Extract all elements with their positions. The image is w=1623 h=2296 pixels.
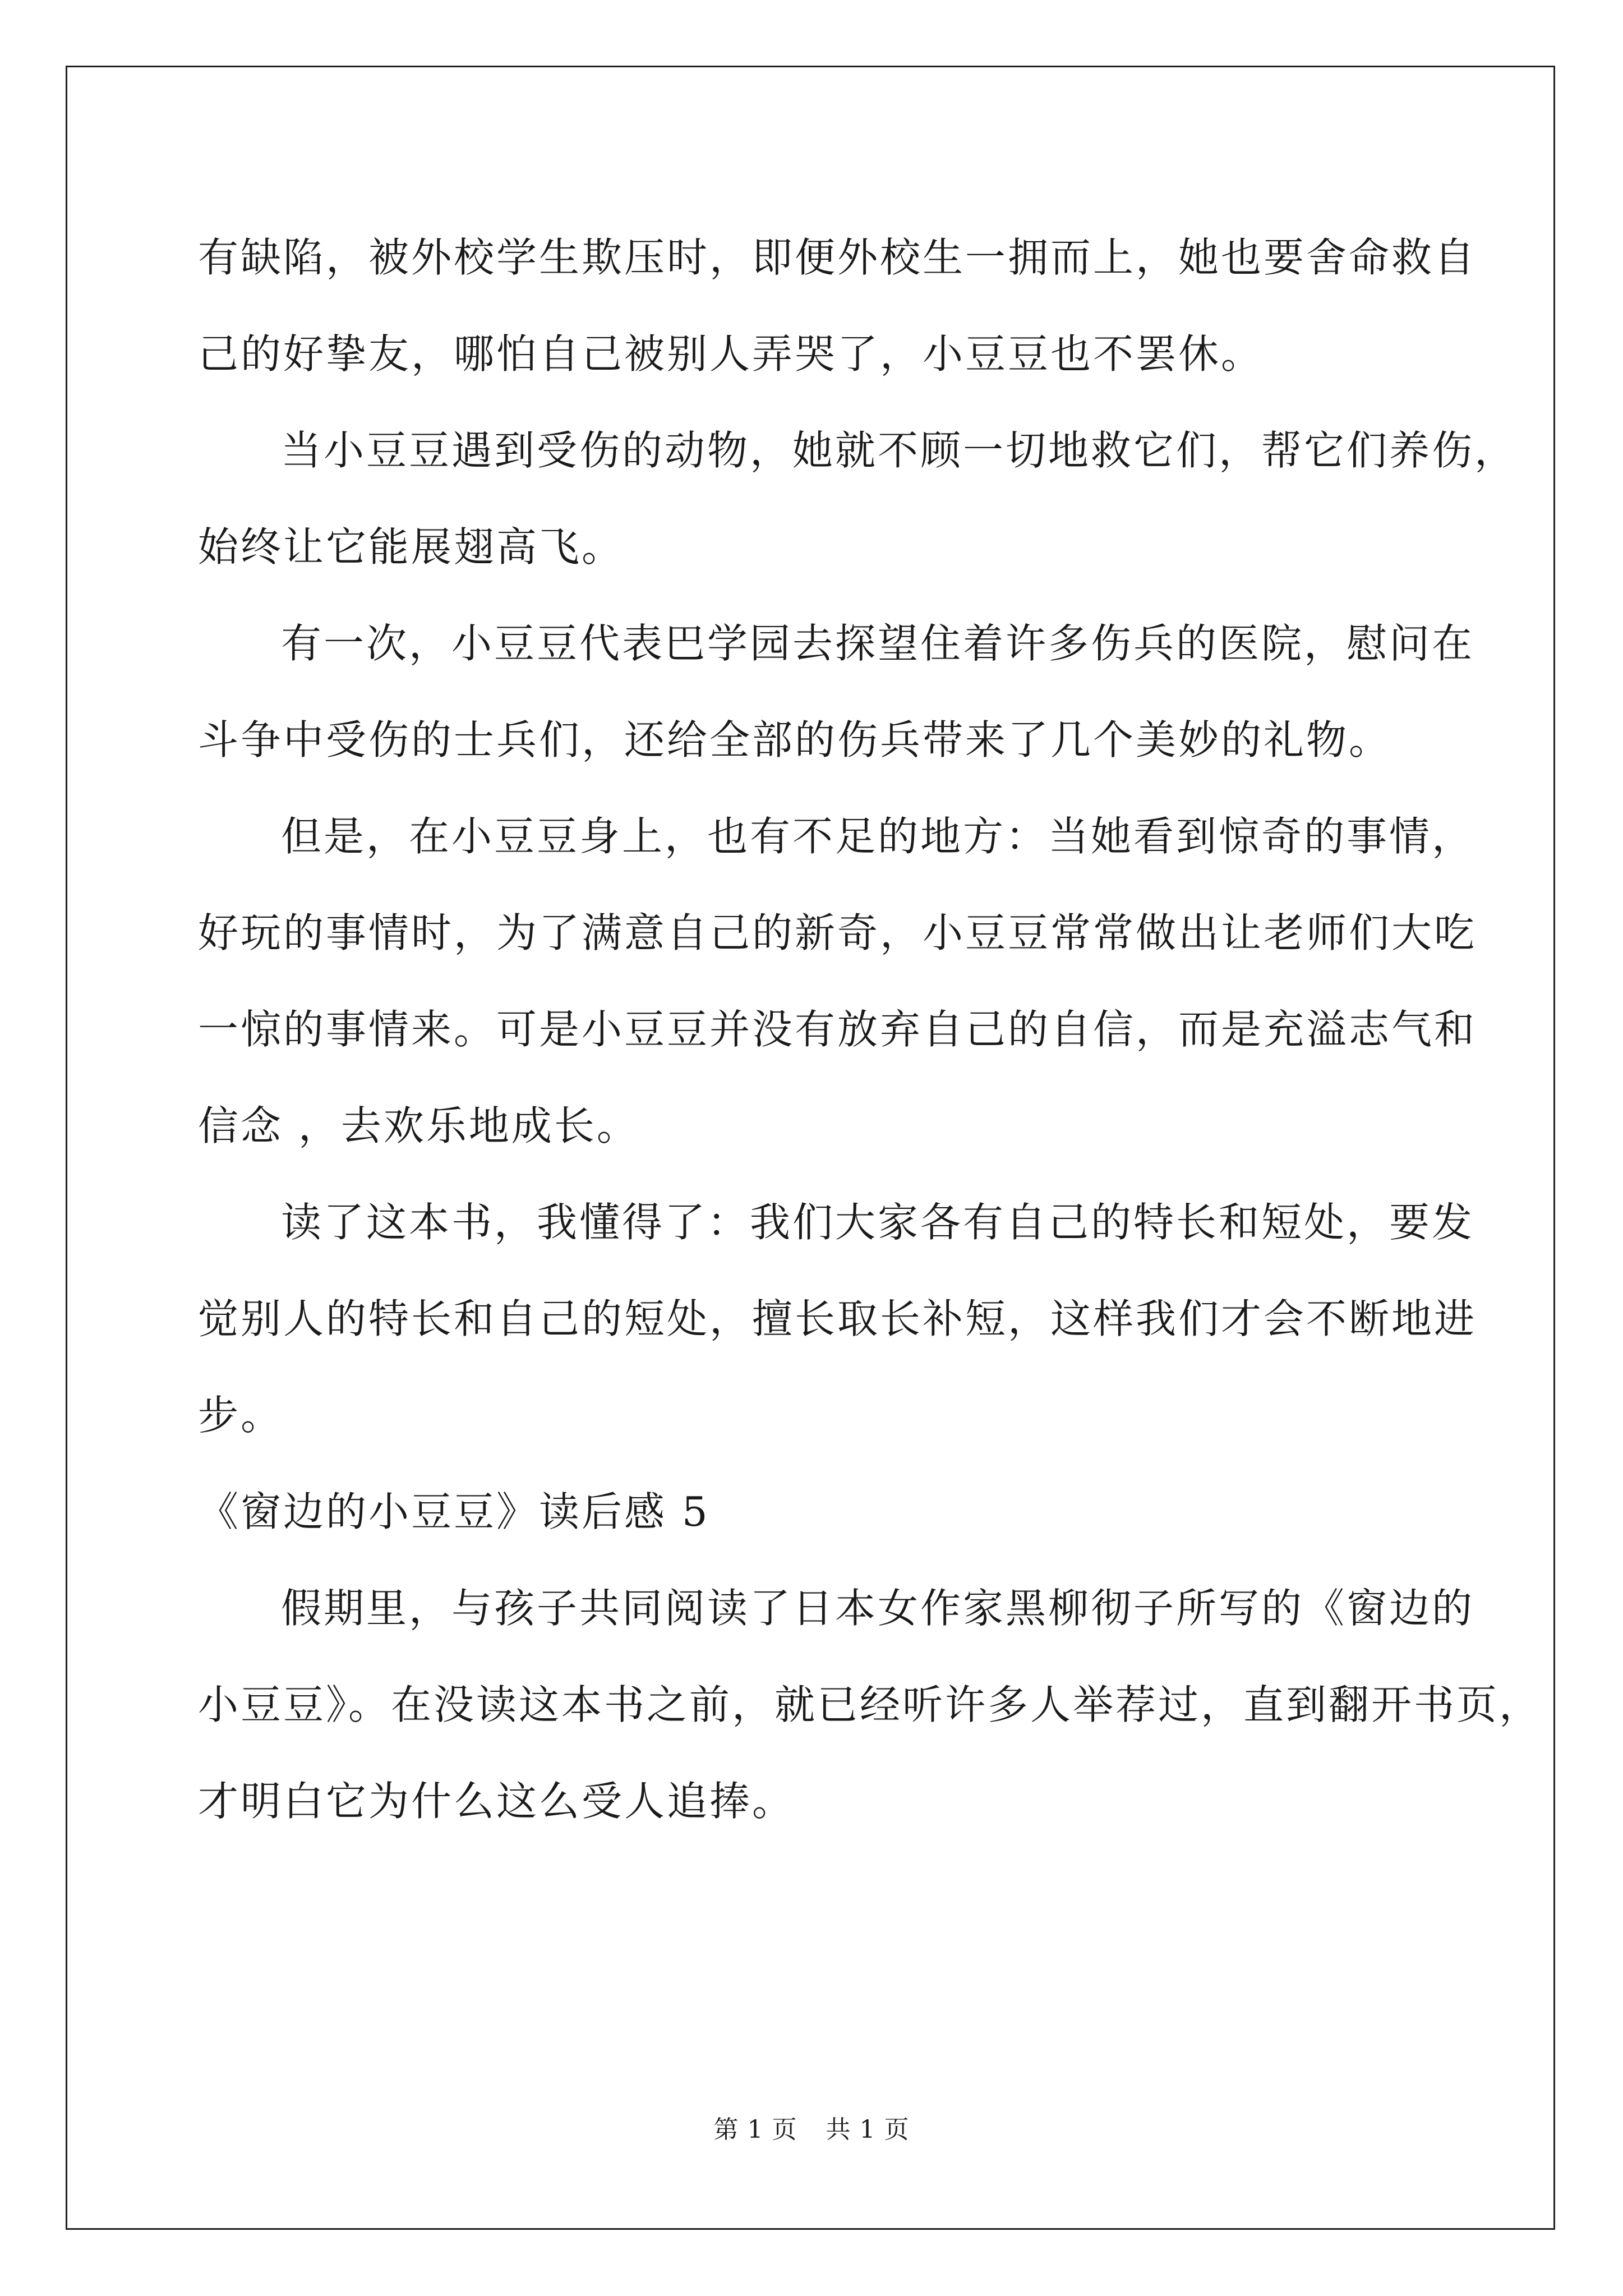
page-footer xyxy=(0,2109,1623,2145)
text-line: 一惊的事情来。可是小豆豆并没有放弃自己的自信，而是充溢志气和 xyxy=(198,1006,1477,1053)
text-line: 好玩的事情时，为了满意自己的新奇，小豆豆常常做出让老师们大吃 xyxy=(198,909,1477,956)
paragraph-start-line: 当小豆豆遇到受伤的动物，她就不顾一切地救它们，帮它们养伤， xyxy=(281,427,1518,474)
paragraph-start-line: 假期里，与孩子共同阅读了日本女作家黑柳彻子所写的《窗边的 xyxy=(281,1585,1475,1632)
text-line: 始终让它能展翅高飞。 xyxy=(198,523,625,570)
text-line: 步。 xyxy=(198,1392,284,1439)
text-line: 觉别人的特长和自己的短处，擅长取长补短，这样我们才会不断地进 xyxy=(198,1295,1477,1342)
text-line: 斗争中受伤的士兵们，还给全部的伤兵带来了几个美妙的礼物。 xyxy=(198,716,1392,763)
document-body xyxy=(198,209,1542,1849)
text-line: 信念 ，去欢乐地成长。 xyxy=(198,1102,639,1149)
page-total: 共 1 页 xyxy=(826,2115,910,2144)
text-line: 小豆豆》。在没读这本书之前，就已经听许多人举荐过，直到翻开书页， xyxy=(198,1681,1542,1728)
text-line: 己的好挚友，哪怕自己被别人弄哭了，小豆豆也不罢休。 xyxy=(198,330,1264,378)
section-heading: 《窗边的小豆豆》读后感 5 xyxy=(198,1488,710,1535)
paragraph-start-line: 有一次，小豆豆代表巴学园去探望住着许多伤兵的医院，慰问在 xyxy=(281,620,1475,667)
text-line: 才明白它为什么这么受人追捧。 xyxy=(198,1778,795,1825)
text-line: 有缺陷，被外校学生欺压时，即便外校生一拥而上，她也要舍命救自 xyxy=(198,234,1477,281)
paragraph-start-line: 读了这本书，我懂得了：我们大家各有自己的特长和短处，要发 xyxy=(281,1199,1475,1246)
page-number: 第 1 页 xyxy=(713,2115,797,2144)
paragraph-start-line: 但是，在小豆豆身上，也有不足的地方：当她看到惊奇的事情， xyxy=(281,813,1475,860)
